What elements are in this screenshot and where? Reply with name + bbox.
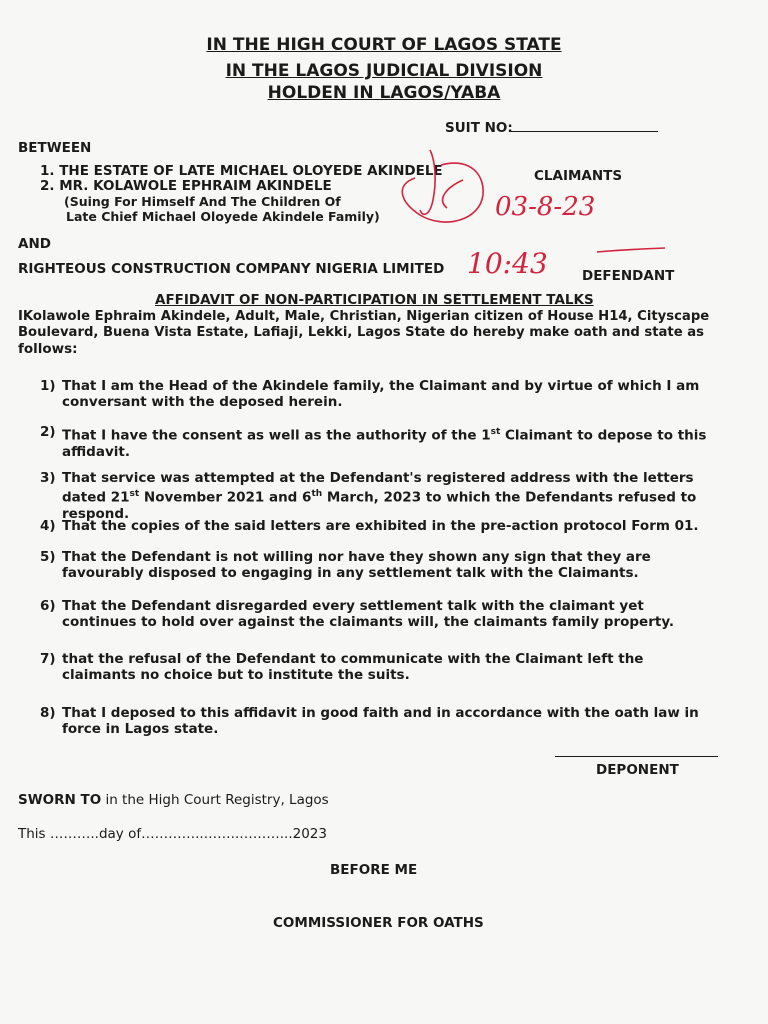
claimant-1: 1. THE ESTATE OF LATE MICHAEL OLOYEDE AKINDELE (40, 163, 443, 179)
between-label: BETWEEN (18, 140, 92, 156)
intro-line2: Boulevard, Buena Vista Estate, Lafiaji, Lekki, Lagos State do hereby make oath and state as (18, 325, 705, 340)
claimant-suing-line2: Late Chief Michael Oloyede Akindele Family) (66, 209, 380, 224)
defendant-name: RIGHTEOUS CONSTRUCTION COMPANY NIGERIA LIMITED (18, 261, 445, 277)
paragraph-number: 2) (40, 424, 56, 440)
court-heading-line1: IN THE HIGH COURT OF LAGOS STATE (206, 35, 562, 55)
court-heading-line2: IN THE LAGOS JUDICIAL DIVISION (225, 61, 543, 81)
paragraph-text: that the refusal of the Defendant to communicate with the Claimant left the claimants no choice but to institute the suits. (62, 651, 644, 683)
deponent-label: DEPONENT (596, 762, 679, 778)
before-me-label: BEFORE ME (330, 862, 418, 878)
deponent-signature-line (555, 756, 718, 757)
paragraph-number: 1) (40, 378, 56, 394)
defendant-role: DEFENDANT (582, 268, 675, 284)
paragraph-text: That I have the consent as well as the authority of the 1st Claimant to depose to this affidavit. (62, 427, 707, 460)
paragraph-number: 5) (40, 549, 56, 565)
paragraph-text: That the copies of the said letters are exhibited in the pre-action protocol Form 01. (62, 518, 699, 534)
stamp-date: 03-8-23 (495, 192, 596, 222)
stamp-time: 10:43 (467, 247, 548, 280)
paragraph-number: 3) (40, 470, 56, 486)
intro-line3: follows: (18, 341, 78, 357)
paragraph-number: 8) (40, 705, 56, 721)
affidavit-title: AFFIDAVIT OF NON-PARTICIPATION IN SETTLEMENT TALKS (155, 292, 594, 308)
suit-no-label: SUIT NO: (445, 120, 513, 136)
intro-line1: IKolawole Ephraim Akindele, Adult, Male, Christian, Nigerian citizen of House H14, Cityscape (18, 309, 710, 324)
claimant-2: 2. MR. KOLAWOLE EPHRAIM AKINDELE (40, 178, 332, 194)
paragraph-text: That I am the Head of the Akindele family, the Claimant and by virtue of which I am conversant with the deposed herein. (62, 378, 700, 410)
paragraph-text: That I deposed to this affidavit in good faith and in accordance with the oath law in force in Lagos state. (62, 705, 699, 737)
paragraph-number: 4) (40, 518, 56, 534)
paragraph-number: 6) (40, 598, 56, 614)
and-label: AND (18, 236, 51, 252)
court-heading-line3: HOLDEN IN LAGOS/YABA (267, 83, 501, 103)
sworn-to-line: SWORN TO in the High Court Registry, Lagos (18, 792, 329, 808)
paragraph-number: 7) (40, 651, 56, 667)
suit-no-blank (510, 131, 658, 132)
paragraph-text: That service was attempted at the Defendant's registered address with the letters dated 21st November 2021 and 6th March, 2023 to which the Defendants refused to respond. (62, 470, 697, 522)
claimants-role: CLAIMANTS (534, 168, 623, 184)
paragraph-text: That the Defendant is not willing nor have they shown any sign that they are favourably disposed to engaging in any settlement talk with the Claimants. (62, 549, 651, 581)
filing-stamp-handwriting (375, 140, 675, 280)
claimant-suing-line1: (Suing For Himself And The Children Of (64, 194, 341, 209)
date-line: This ………..day of…………..……..………...2023 (18, 826, 327, 842)
paragraph-text: That the Defendant disregarded every settlement talk with the claimant yet continues to hold over against the claimants will, the claimants family property. (62, 598, 675, 630)
commissioner-for-oaths-label: COMMISSIONER FOR OATHS (273, 915, 484, 931)
